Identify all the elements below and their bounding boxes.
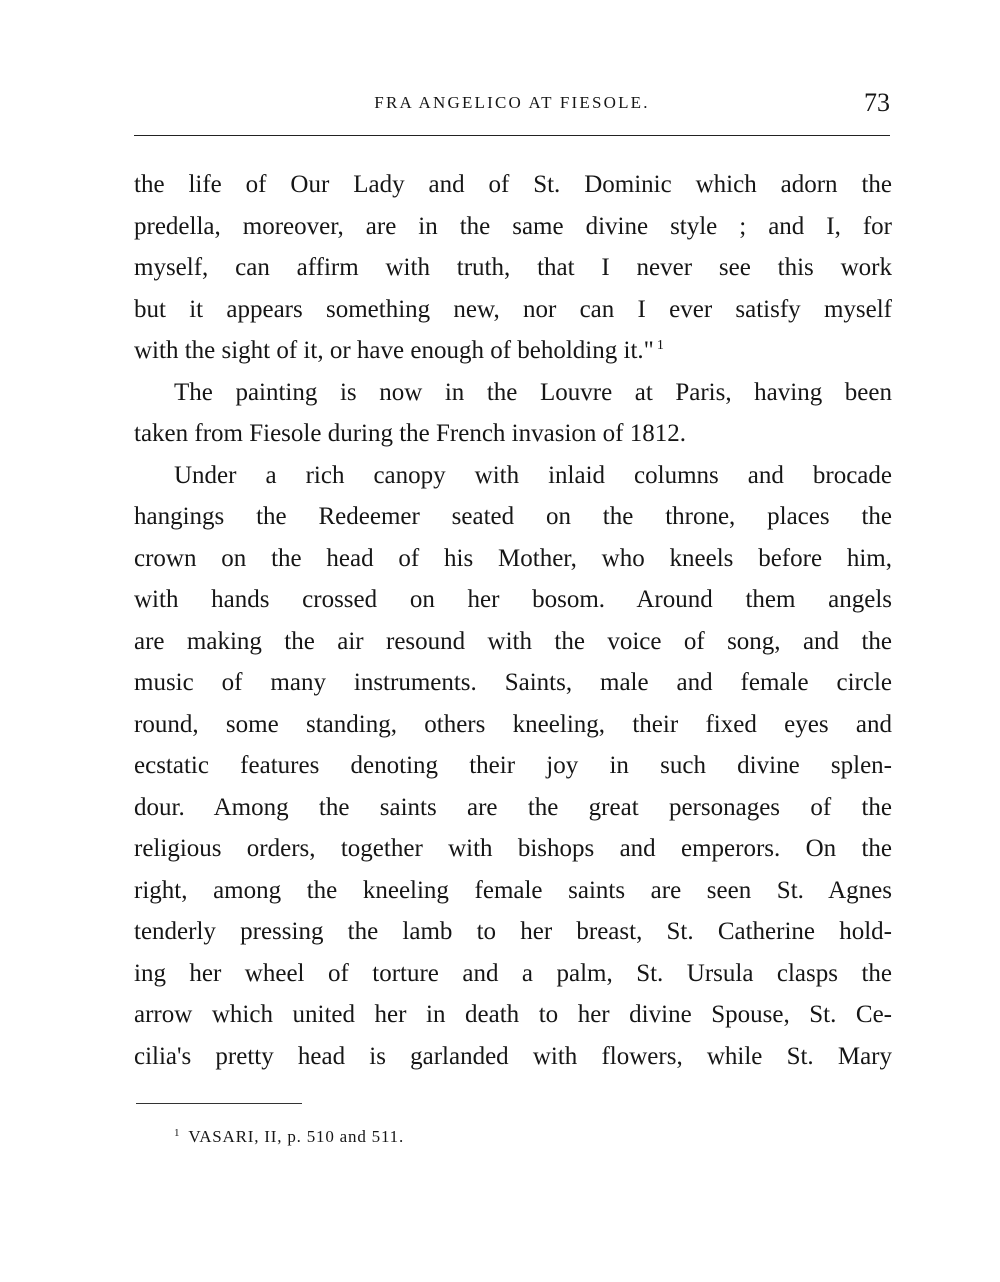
page-number: 73 [864,88,890,117]
text-line: cilia's pretty head is garlanded with flowers, while St. Mary [134,1042,892,1070]
footnote-reference: 1 [656,338,664,353]
footnote-rule [136,1103,302,1104]
footnote-mark: 1 [174,1127,181,1139]
text-line: Under a rich canopy with inlaid columns and brocade [174,461,892,489]
page-header [134,88,890,128]
text-line: tenderly pressing the lamb to her breast, St. Catherine hold- [134,918,892,945]
text-line: myself, can affirm with truth, that I never see this work [134,254,892,281]
text-line: right, among the kneeling female saints are seen St. Agnes [134,876,892,904]
text-line: music of many instruments. Saints, male and female circle [134,669,892,696]
running-title: FRA ANGELICO AT FIESOLE. [374,93,650,112]
text-line: with hands crossed on her bosom. Around them angels [134,586,892,613]
text-line-with-footnote [134,330,892,372]
text-line: round, some standing, others kneeling, their fixed eyes and [134,710,892,738]
text-line: are making the air resound with the voice of song, and the [134,627,892,655]
text-line: ecstatic features denoting their joy in such divine splen- [134,752,892,779]
footnote-text: VASARI, II, p. 510 and 511. [188,1127,404,1146]
text-line: with the sight of it, or have enough of beholding it." [134,337,654,364]
text-line: but it appears something new, nor can I ever satisfy myself [134,295,892,323]
text-line: crown on the head of his Mother, who kneels before him, [134,544,892,572]
text-line: predella, moreover, are in the same divine style ; and I, for [134,212,892,240]
text-line: taken from Fiesole during the French invasion of 1812. [134,420,686,447]
text-line: the life of Our Lady and of St. Dominic which adorn the [134,171,892,198]
text-line: ing her wheel of torture and a palm, St. Ursula clasps the [134,959,892,987]
header-rule [134,135,890,136]
text-line: dour. Among the saints are the great personages of the [134,793,892,821]
body-text [134,164,892,1077]
text-line: arrow which united her in death to her divine Spouse, St. Ce- [134,1001,892,1028]
text-line: hangings the Redeemer seated on the throne, places the [134,503,892,530]
text-line: The painting is now in the Louvre at Paris, having been [174,378,892,406]
footnote [174,1127,404,1147]
text-line: religious orders, together with bishops and emperors. On the [134,835,892,862]
